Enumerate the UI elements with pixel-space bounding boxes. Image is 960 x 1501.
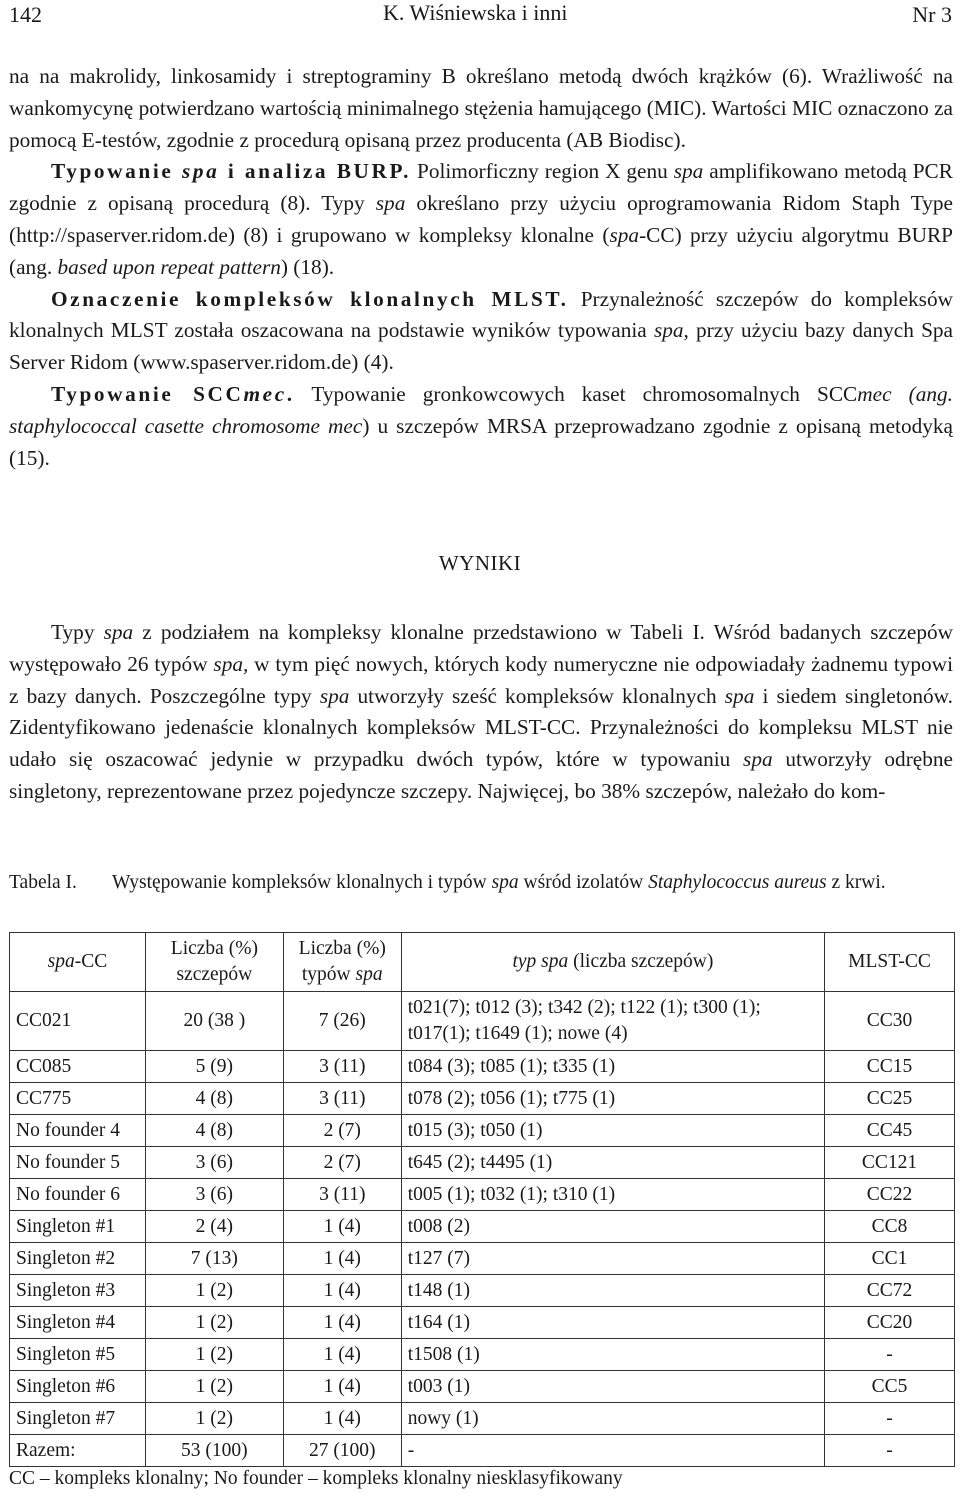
cell-spa-types: t003 (1) <box>401 1371 824 1403</box>
cell-strain-count: 1 (2) <box>145 1339 283 1371</box>
cell-spa-cc: Singleton #1 <box>10 1211 146 1243</box>
cell-mlst-cc: CC45 <box>825 1115 955 1147</box>
table-label: Tabela I. <box>9 872 77 893</box>
sccmec-heading: Typowanie SCCmec. <box>51 381 295 406</box>
cell-strain-count: 1 (2) <box>145 1371 283 1403</box>
cell-strain-count: 1 (2) <box>145 1275 283 1307</box>
cell-spa-cc: Singleton #4 <box>10 1307 146 1339</box>
cell-spa-cc: Singleton #3 <box>10 1275 146 1307</box>
mlst-heading: Oznaczenie kompleksów klonalnych MLST. <box>51 286 569 311</box>
cell-type-count: 1 (4) <box>283 1211 401 1243</box>
cell-spa-cc: No founder 5 <box>10 1147 146 1179</box>
cell-spa-cc: Singleton #5 <box>10 1339 146 1371</box>
table-row <box>10 1275 955 1307</box>
table-row <box>10 1211 955 1243</box>
cell-spa-types: t164 (1) <box>401 1307 824 1339</box>
cell-spa-cc: No founder 4 <box>10 1115 146 1147</box>
cell-spa-types: nowy (1) <box>401 1403 824 1435</box>
cell-strain-count: 3 (6) <box>145 1147 283 1179</box>
table-row <box>10 1051 955 1083</box>
issue-number: Nr 3 <box>912 2 952 27</box>
results-table <box>9 932 955 1467</box>
table-row <box>10 1307 955 1339</box>
cell-spa-types: t1508 (1) <box>401 1339 824 1371</box>
cell-spa-cc: No founder 6 <box>10 1179 146 1211</box>
cell-mlst-cc: CC30 <box>825 992 955 1051</box>
cell-mlst-cc: - <box>825 1339 955 1371</box>
cell-mlst-cc: CC25 <box>825 1083 955 1115</box>
table-row <box>10 1147 955 1179</box>
header-spa-types: typ spa (liczba szczepów) <box>401 933 824 992</box>
cell-strain-count: 1 (2) <box>145 1403 283 1435</box>
cell-type-count: 3 (11) <box>283 1083 401 1115</box>
methods-paragraph-mlst: Oznaczenie kompleksów klonalnych MLST. Przynależność szczepów do kompleksów klonalnych MLST została oszacowana na podstawie wyników typowania spa, przy użyciu bazy danych Spa Server Ridom (www.spaserver.ridom.de) (4). <box>9 286 954 375</box>
cell-spa-cc: Singleton #2 <box>10 1243 146 1275</box>
cell-strain-count: 4 (8) <box>145 1115 283 1147</box>
cell-spa-types: t127 (7) <box>401 1243 824 1275</box>
cell-spa-types: t021(7); t012 (3); t342 (2); t122 (1); t300 (1); t017(1); t1649 (1); nowe (4) <box>401 992 824 1051</box>
header-strain-count: Liczba (%) szczepów <box>145 933 283 992</box>
cell-strain-count: 5 (9) <box>145 1051 283 1083</box>
cell-type-count: 2 (7) <box>283 1147 401 1179</box>
cell-type-count: 1 (4) <box>283 1243 401 1275</box>
cell-strain-count: 3 (6) <box>145 1179 283 1211</box>
cell-spa-types: t078 (2); t056 (1); t775 (1) <box>401 1083 824 1115</box>
cell-mlst-cc: CC1 <box>825 1243 955 1275</box>
cell-spa-cc: Singleton #7 <box>10 1403 146 1435</box>
cell-spa-cc: Razem: <box>10 1435 146 1467</box>
cell-spa-cc: CC021 <box>10 992 146 1051</box>
cell-mlst-cc: CC8 <box>825 1211 955 1243</box>
header-type-count: Liczba (%) typów spa <box>283 933 401 992</box>
table-row <box>10 1339 955 1371</box>
cell-spa-types: t005 (1); t032 (1); t310 (1) <box>401 1179 824 1211</box>
cell-strain-count: 4 (8) <box>145 1083 283 1115</box>
table-row <box>10 1371 955 1403</box>
cell-strain-count: 20 (38 ) <box>145 992 283 1051</box>
cell-spa-types: t084 (3); t085 (1); t335 (1) <box>401 1051 824 1083</box>
cell-mlst-cc: - <box>825 1403 955 1435</box>
table-row <box>10 1435 955 1467</box>
cell-type-count: 3 (11) <box>283 1051 401 1083</box>
cell-strain-count: 1 (2) <box>145 1307 283 1339</box>
cell-spa-types: t015 (3); t050 (1) <box>401 1115 824 1147</box>
table-footnote: CC – kompleks klonalny; No founder – kompleks klonalny niesklasyfikowany <box>9 1468 623 1489</box>
header-mlst-cc: MLST-CC <box>825 933 955 992</box>
cell-strain-count: 7 (13) <box>145 1243 283 1275</box>
header-spa-cc: spa-CC <box>10 933 146 992</box>
cell-spa-cc: Singleton #6 <box>10 1371 146 1403</box>
table-header-row <box>10 933 955 992</box>
cell-spa-types: t008 (2) <box>401 1211 824 1243</box>
table-caption-text: Występowanie kompleksów klonalnych i typów spa wśród izolatów Staphylococcus aureus z krwi. <box>112 872 886 893</box>
cell-mlst-cc: CC20 <box>825 1307 955 1339</box>
results-heading: WYNIKI <box>438 551 522 575</box>
cell-type-count: 3 (11) <box>283 1179 401 1211</box>
methods-paragraph-mic: na na makrolidy, linkosamidy i streptograminy B określano metodą dwóch krążków (6). Wrażliwość na wankomycynę potwierdzano wartością minimalnego stężenia hamującego (MIC). Wartości MIC oznaczono za pomocą E-testów, zgodnie z procedurą opisaną przez producenta (AB Biodisc). <box>9 64 953 152</box>
running-authors: K. Wiśniewska i inni <box>383 0 568 25</box>
results-paragraph: Typy spa z podziałem na kompleksy klonalne przedstawiono w Tabeli I. Wśród badanych szczepów występowało 26 typów spa, w tym pięć nowych, których kody numeryczne nie odpowiadały żadnemu typowi z bazy danych. Poszczególne typy spa utworzyły sześć kompleksów klonalnych spa i siedem singletonów. Zidentyfikowano jedenaście klonalnych kompleksów MLST-CC. Przynależności do kompleksu MLST nie udało się oszacować jedynie w przypadku dwóch typów, które w typowaniu spa utworzyły odrębne singletony, reprezentowane przez pojedyncze szczepy. Najwięcej, bo 38% szczepów, należało do kom- <box>9 620 953 803</box>
cell-mlst-cc: CC72 <box>825 1275 955 1307</box>
cell-type-count: 1 (4) <box>283 1307 401 1339</box>
cell-type-count: 1 (4) <box>283 1275 401 1307</box>
cell-type-count: 1 (4) <box>283 1371 401 1403</box>
cell-type-count: 27 (100) <box>283 1435 401 1467</box>
methods-paragraph-sccmec: Typowanie SCCmec. Typowanie gronkowcowych kaset chromosomalnych SCCmec (ang. staphylococcal casette chromosome mec) u szczepów MRSA przeprowadzano zgodnie z opisaną metodyką (15). <box>9 381 953 470</box>
cell-mlst-cc: CC121 <box>825 1147 955 1179</box>
cell-mlst-cc: CC5 <box>825 1371 955 1403</box>
table-row <box>10 1083 955 1115</box>
table-row <box>10 1179 955 1211</box>
cell-spa-types: - <box>401 1435 824 1467</box>
methods-paragraph-burp: Typowanie spa i analiza BURP. Polimorficzny region X genu spa amplifikowano metodą PCR zgodnie z opisaną procedurą (8). Typy spa określano przy użyciu oprogramowania Ridom Staph Type (http://spaserver.ridom.de) (8) i grupowano w kompleksy klonalne (spa-CC) przy użyciu algorytmu BURP (ang. based upon repeat pattern) (18). <box>9 159 954 279</box>
cell-spa-types: t148 (1) <box>401 1275 824 1307</box>
cell-strain-count: 53 (100) <box>145 1435 283 1467</box>
table-row <box>10 1403 955 1435</box>
cell-type-count: 7 (26) <box>283 992 401 1051</box>
cell-type-count: 1 (4) <box>283 1339 401 1371</box>
page-number: 142 <box>9 2 42 27</box>
table-row <box>10 1115 955 1147</box>
methods-section <box>9 61 953 474</box>
results-section <box>9 617 953 808</box>
cell-spa-cc: CC775 <box>10 1083 146 1115</box>
cell-mlst-cc: - <box>825 1435 955 1467</box>
cell-mlst-cc: CC15 <box>825 1051 955 1083</box>
cell-spa-cc: CC085 <box>10 1051 146 1083</box>
cell-type-count: 2 (7) <box>283 1115 401 1147</box>
cell-type-count: 1 (4) <box>283 1403 401 1435</box>
burp-heading: Typowanie spa i analiza BURP. <box>51 159 412 184</box>
page-header <box>0 0 960 30</box>
cell-strain-count: 2 (4) <box>145 1211 283 1243</box>
cell-mlst-cc: CC22 <box>825 1179 955 1211</box>
table-row <box>10 992 955 1051</box>
table-row <box>10 1243 955 1275</box>
cell-spa-types: t645 (2); t4495 (1) <box>401 1147 824 1179</box>
